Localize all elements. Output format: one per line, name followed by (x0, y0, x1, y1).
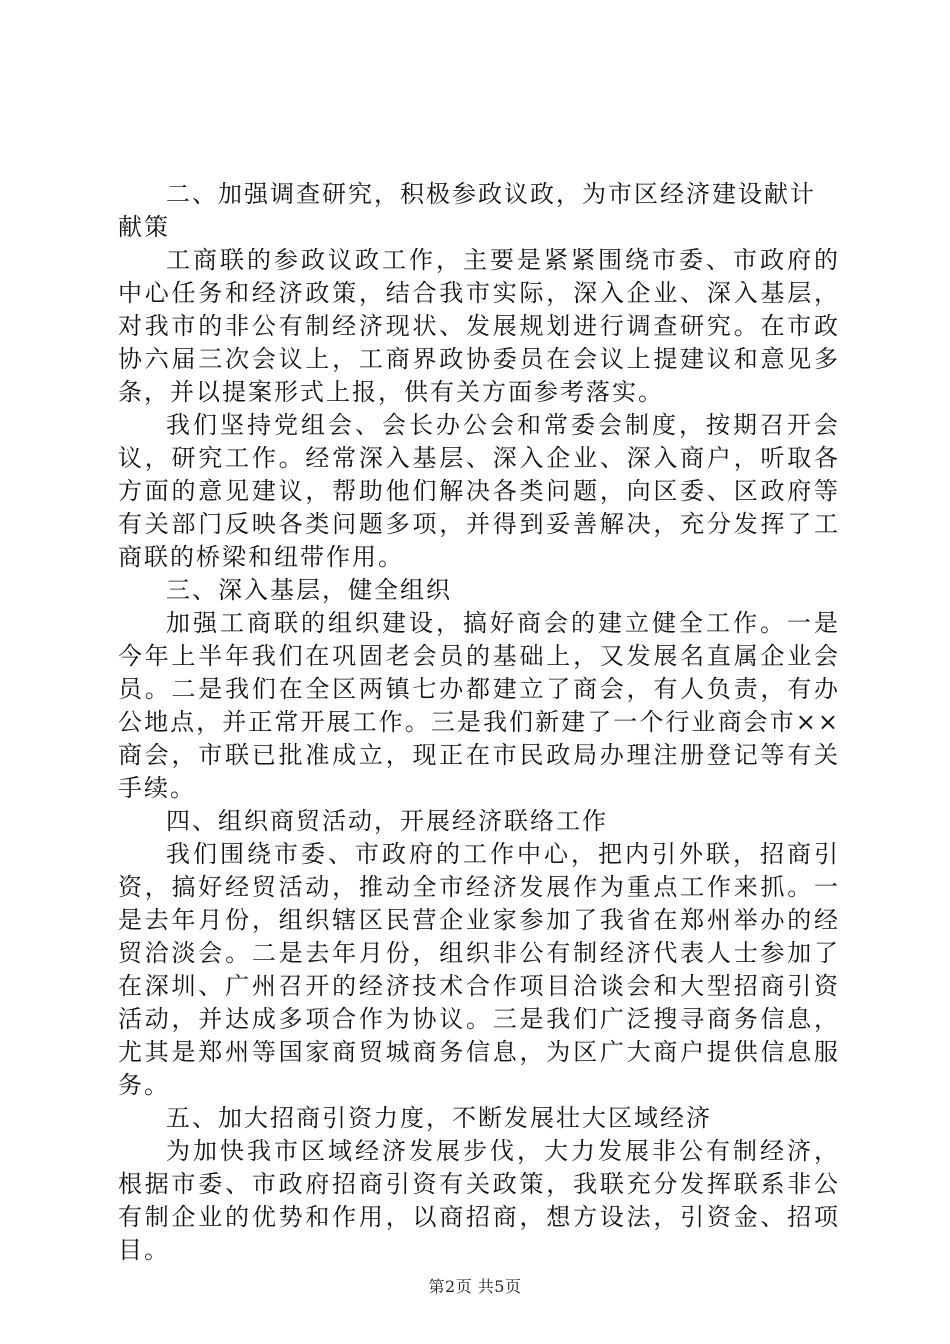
paragraph-body: 我们围绕市委、市政府的工作中心，把内引外联，招商引资，搞好经贸活动，推动全市经济发展作为重点工作来抓。一是去年月份，组织辖区民营企业家参加了我省在郑州举办的经贸洽淡会。二是去年月份，组织非公有制经济代表人士参加了在深圳、广州召开的经济技术合作项目洽谈会和大型招商引资活动，并达成多项合作为协议。三是我们广泛搜寻商务信息，尤其是郑州等国家商贸城商务信息，为区广大商户提供信息服务。 (118, 840, 840, 1099)
paragraph-body: 我们坚持党组会、会长办公会和常委会制度，按期召开会议，研究工作。经常深入基层、深入企业、深入商户，听取各方面的意见建议，帮助他们解决各类问题，向区委、区政府等有关部门反映各类问题多项，并得到妥善解决，充分发挥了工商联的桥梁和纽带作用。 (118, 411, 840, 571)
paragraph-body: 工商联的参政议政工作，主要是紧紧围绕市委、市政府的中心任务和经济政策，结合我市实际，深入企业、深入基层，对我市的非公有制经济现状、发展规划进行调查研究。在市政协六届三次会议上，工商界政协委员在会议上提建议和意见多条，并以提案形式上报，供有关方面参考落实。 (118, 246, 840, 406)
paragraph-body: 加强工商联的组织建设，搞好商会的建立健全工作。一是今年上半年我们在巩固老会员的基础上，又发展名直属企业会员。二是我们在全区两镇七办都建立了商会，有人负责，有办公地点，并正常开展工作。三是我们新建了一个行业商会市××商会，市联已批准成立，现正在市民政局办理注册登记等有关手续。 (118, 609, 840, 802)
section-heading-4: 四、组织商贸活动，开展经济联络工作 (166, 807, 608, 835)
paragraph-body: 为加快我市区域经济发展步伐，大力发展非公有制经济，根据市委、市政府招商引资有关政策，我联充分发挥联系非公有制企业的优势和作用，以商招商，想方设法，引资金、招项目。 (118, 1137, 840, 1264)
section-heading-2: 二、加强调查研究，积极参政议政，为市区经济建设献计献策 (118, 180, 816, 241)
page-footer: 第2页 共5页 (428, 1277, 522, 1296)
section-heading-5: 五、加大招商引资力度，不断发展壮大区域经济 (166, 1104, 712, 1132)
section-heading-3: 三、深入基层，健全组织 (166, 576, 452, 604)
document-body (118, 178, 840, 1267)
